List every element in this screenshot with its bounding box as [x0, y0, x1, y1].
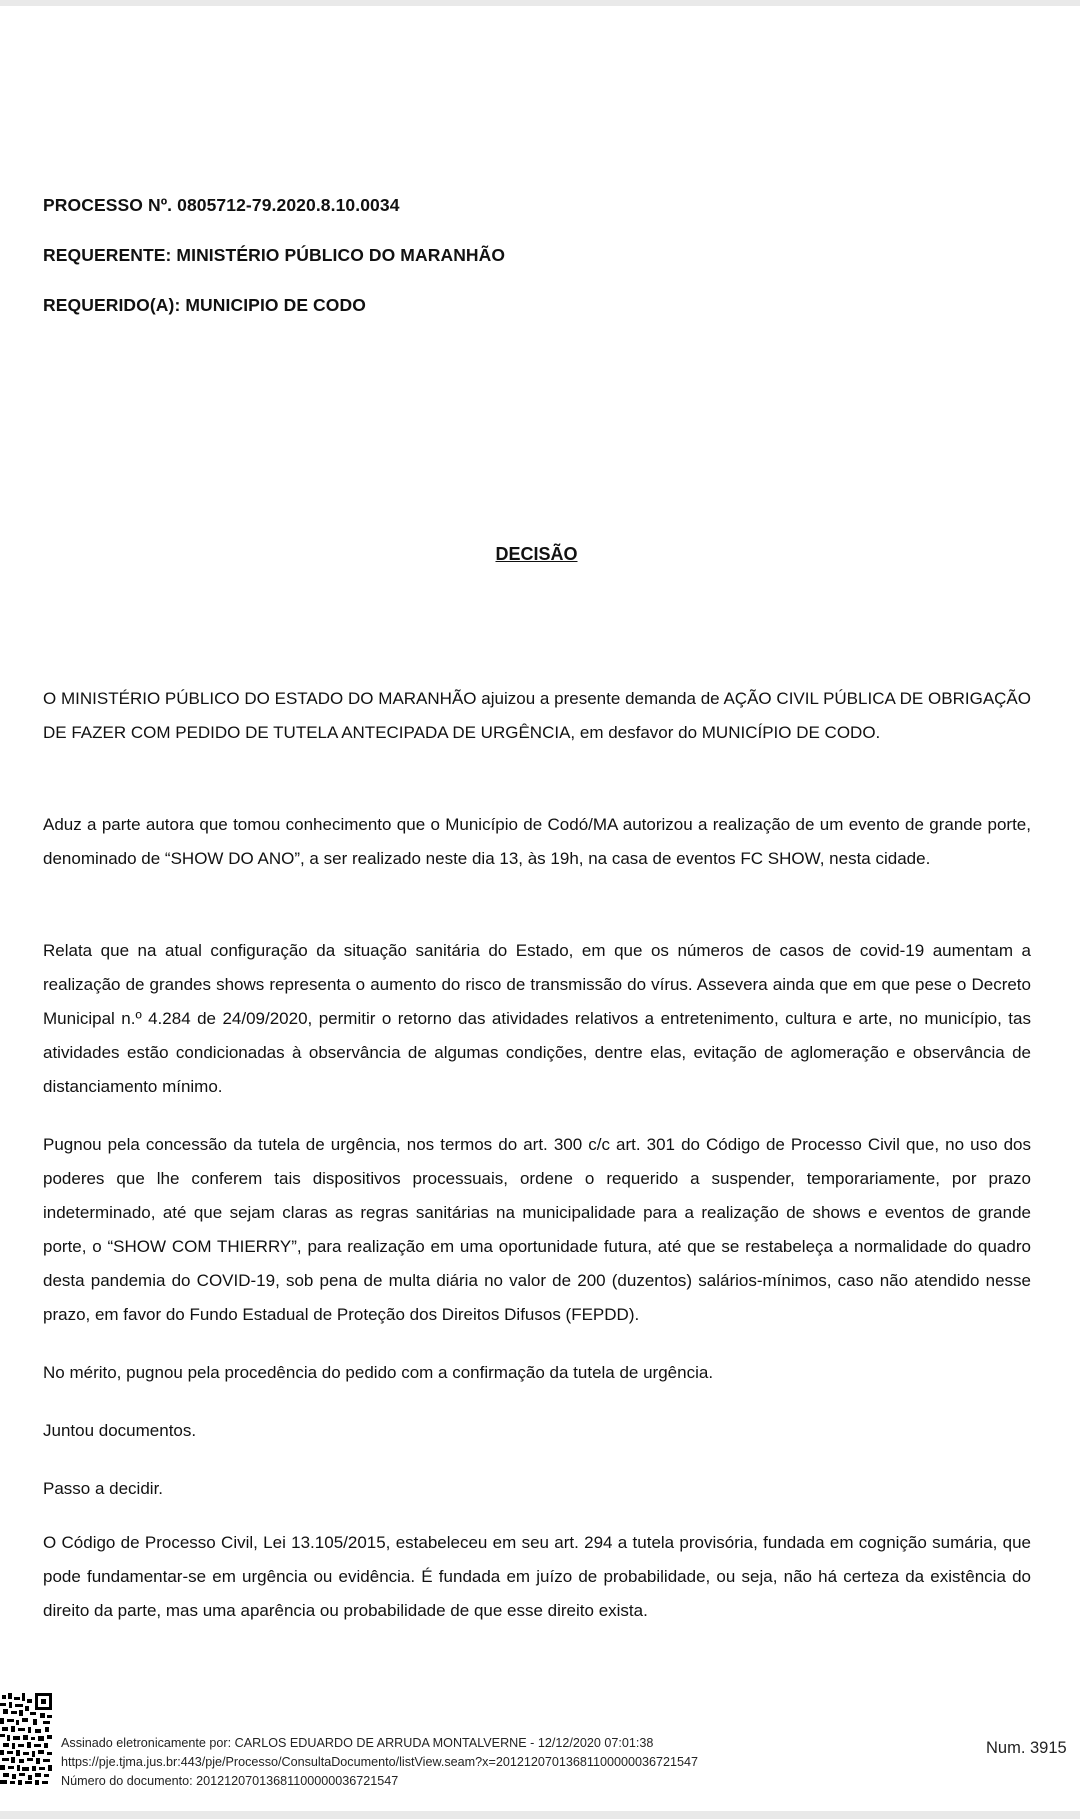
process-number: PROCESSO Nº. 0805712-79.2020.8.10.0034 — [43, 195, 400, 215]
document-page — [0, 6, 1080, 1811]
paragraph-5: No mérito, pugnou pela procedência do pedido com a confirmação da tutela de urgência. — [43, 1363, 714, 1382]
signed-by-line: Assinado eletronicamente por: CARLOS EDUARDO DE ARRUDA MONTALVERNE - 12/12/2020 07:01:38 — [61, 1736, 654, 1750]
paragraph-3: Relata que na atual configuração da situação sanitária do Estado, em que os números de casos de covid-19 aumentam a realização de grandes shows representa o aumento do risco de transmissão do vírus. Assevera ainda que em que pese o Decreto Municipal n.º 4.284 de 24/09/2020, permitir o retorno das atividades relativos a entretenimento, cultura e arte, no município, tas atividades estão condicionadas à observância de algumas condições, dentre elas, evitação de aglomeração e observância de distanciamento mínimo. — [43, 941, 1031, 1096]
requerente-line: REQUERENTE: MINISTÉRIO PÚBLICO DO MARANHÃO — [43, 245, 506, 265]
document-url-line[interactable]: https://pje.tjma.jus.br:443/pje/Processo/ConsultaDocumento/listView.seam?x=20121207013681100000036721547 — [61, 1755, 699, 1769]
paragraph-8: O Código de Processo Civil, Lei 13.105/2015, estabeleceu em seu art. 294 a tutela provisória, fundada em cognição sumária, que pode fundamentar-se em urgência ou evidência. É fundada em juízo de probabilidade, ou seja, não há certeza da existência do direito da parte, mas uma aparência ou probabilidade de que esse direito exista. — [43, 1533, 1031, 1620]
page-number: Num. 3915 — [986, 1739, 1067, 1757]
signature-info — [61, 1734, 698, 1791]
paragraph-7: Passo a decidir. — [43, 1479, 164, 1498]
requerido-line: REQUERIDO(A): MUNICIPIO DE CODO — [43, 295, 366, 315]
paragraph-4: Pugnou pela concessão da tutela de urgência, nos termos do art. 300 c/c art. 301 do Código de Processo Civil que, no uso dos poderes que lhe conferem tais dispositivos processuais, ordene o requerido a suspender, temporariamente, por prazo indeterminado, até que sejam claras as regras sanitárias na municipalidade para a realização de shows e eventos de grande porte, o “SHOW COM THIERRY”, para realização em uma oportunidade futura, até que se restabeleça a normalidade do quadro desta pandemia do COVID-19, sob pena de multa diária no valor de 200 (duzentos) salários-mínimos, caso não atendido nesse prazo, em favor do Fundo Estadual de Proteção dos Direitos Difusos (FEPDD). — [43, 1135, 1031, 1324]
paragraph-2: Aduz a parte autora que tomou conhecimento que o Município de Codó/MA autorizou a realização de um evento de grande porte, denominado de “SHOW DO ANO”, a ser realizado neste dia 13, às 19h, na casa de eventos FC SHOW, nesta cidade. — [43, 815, 1031, 868]
document-title: DECISÃO — [495, 544, 578, 564]
paragraph-1: O MINISTÉRIO PÚBLICO DO ESTADO DO MARANHÃO ajuizou a presente demanda de AÇÃO CIVIL PÚBLICA DE OBRIGAÇÃO DE FAZER COM PEDIDO DE TUTELA ANTECIPADA DE URGÊNCIA, em desfavor do MUNICÍPIO DE CODO. — [43, 689, 1031, 742]
document-number-line: Número do documento: 20121207013681100000036721547 — [61, 1774, 399, 1788]
qr-code-icon — [0, 1691, 54, 1787]
paragraph-6: Juntou documentos. — [43, 1421, 197, 1440]
signature-footer — [0, 1691, 1080, 1801]
